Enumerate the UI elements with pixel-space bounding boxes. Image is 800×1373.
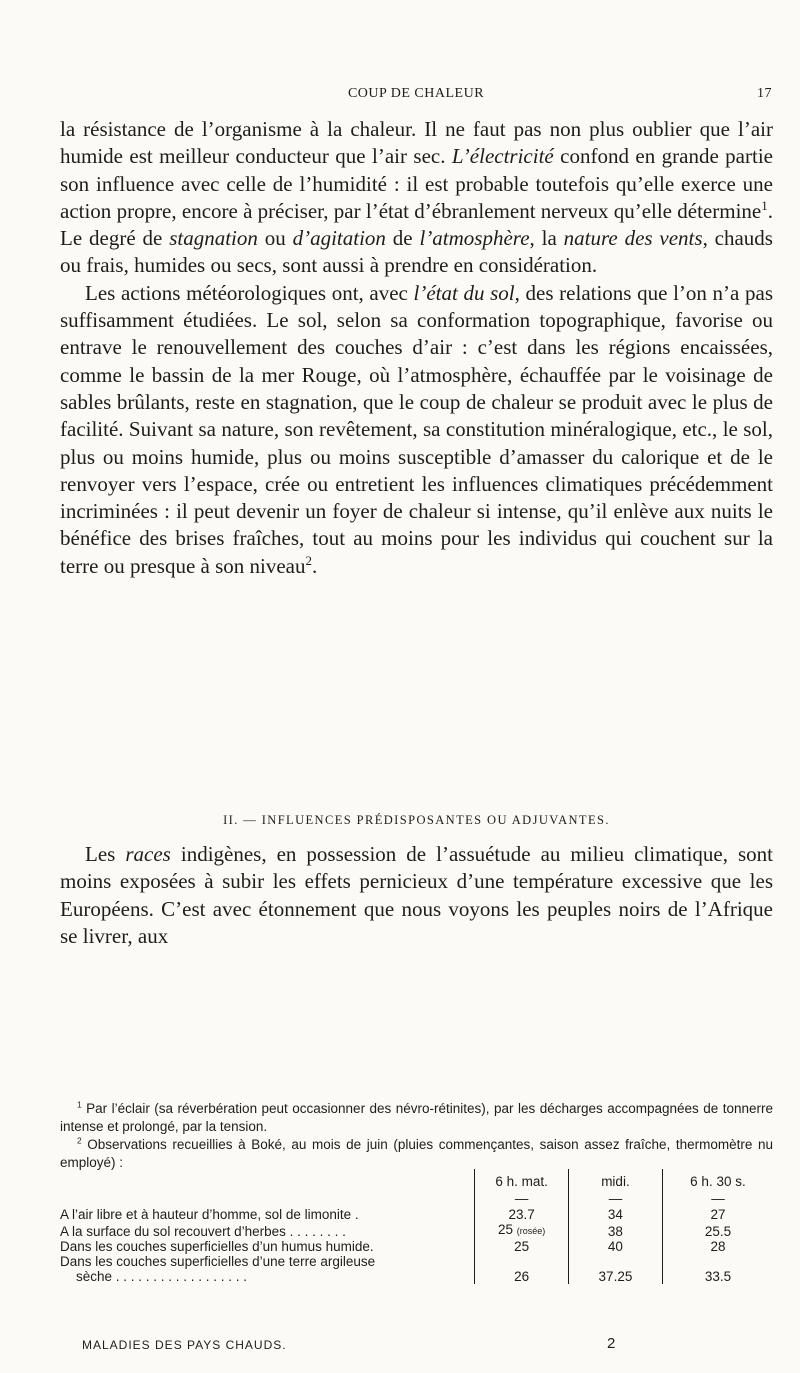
footnote-ref-2: 2 bbox=[305, 552, 313, 568]
emphasis-electricite: L’électricité bbox=[451, 144, 554, 169]
table-header-row bbox=[60, 1169, 773, 1189]
page-footer bbox=[82, 1335, 772, 1352]
footnote-2: $^2$ Observations recueillies à Boké, au mois de juin (pluies commençantes, saison assez fraîche, thermomètre nu employé) : bbox=[60, 1135, 773, 1170]
body-text-top bbox=[60, 116, 773, 580]
table-header-cell: 6 h. 30 s. bbox=[662, 1169, 773, 1189]
emphasis-atmosphere: l’atmosphère bbox=[419, 226, 530, 251]
footnote-1: $^1$ Par l’éclair (sa réverbération peut occasionner des névro-rétinites), par les décharges accompagnées de tonnerre intense et prolongé, par la tension. bbox=[60, 1099, 773, 1134]
table-row: A la surface du sol recouvert d’herbes . . . . . . . . 25 (rosée) 38 25.5 bbox=[60, 1222, 773, 1239]
emphasis-agitation: d’agitation bbox=[292, 226, 386, 251]
paragraph-2: Les actions météorologiques ont, avec l’état du sol, des relations que l’on n’a pas suffisamment étudiées. Le sol, selon sa conformation topographique, favorise ou entrave le renouvellement des couches d’air : c’est dans les régions encaissées, comme le bassin de la mer Rouge, où l’atmosphère, échauffée par le voisinage de sables brûlants, reste en stagnation, que le coup de chaleur se produit avec le plus de facilité. Suivant sa nature, son revêtement, sa constitution minéralogique, etc., le sol, plus ou moins humide, plus ou moins susceptible d’amasser du calorique et de le renvoyer vers l’espace, crée ou entretient les influences climatiques précédemment incriminées : il peut devenir un foyer de chaleur si intense, qu’il enlève aux nuits le bénéfice des brises fraîches, tout au moins pour les individus qui couchent sur la terre ou presque à son niveau$^2$. bbox=[60, 280, 773, 578]
page-header bbox=[60, 86, 772, 110]
emphasis-races: races bbox=[125, 842, 171, 866]
section-heading: II. — INFLUENCES PRÉDISPOSANTES OU ADJUVANTES. bbox=[223, 813, 610, 827]
running-title: COUP DE CHALEUR bbox=[347, 86, 485, 101]
page-number: 17 bbox=[757, 86, 772, 101]
table-header-cell: midi. bbox=[568, 1169, 662, 1189]
footnote-ref-1: 1 bbox=[761, 197, 768, 213]
table-row: sèche . . . . . . . . . . . . . . . . . . 26 37.25 33.5 bbox=[60, 1269, 773, 1284]
paragraph-1: la résistance de l’organisme à la chaleur. Il ne faut pas non plus oublier que l’air humide est meilleur conducteur que l’air sec. L’électricité confond en grande partie son influence avec celle de l’humidité : il est probable toutefois qu’elle exerce une action propre, encore à préciser, par l’état d’ébranlement nerveux qu’elle détermine$^1$. Le degré de stagnation ou d’agitation de l’atmosphère, la nature des vents, chauds ou frais, humides ou secs, sont aussi à prendre en considération. bbox=[60, 117, 773, 278]
table-row: Dans les couches superficielles d’une terre argileuse bbox=[60, 1254, 773, 1269]
table-row: A l’air libre et à hauteur d’homme, sol de limonite . 23.7 34 27 bbox=[60, 1207, 773, 1222]
dew-note: (rosée) bbox=[516, 1226, 546, 1236]
body-text-bottom bbox=[60, 841, 773, 950]
table-row: Dans les couches superficielles d’un humus humide. 25 40 28 bbox=[60, 1239, 773, 1254]
emphasis-etat-sol: l’état du sol bbox=[413, 280, 515, 305]
table-header-cell: 6 h. mat. bbox=[475, 1169, 569, 1189]
footnotes bbox=[60, 1100, 773, 1172]
signature-mark: 2 bbox=[607, 1335, 617, 1352]
observations-table bbox=[60, 1169, 773, 1284]
table-dash-row: — — — bbox=[60, 1189, 773, 1207]
emphasis-stagnation: stagnation bbox=[169, 226, 258, 251]
paragraph-3: Les races indigènes, en possession de l’assuétude au milieu climatique, sont moins exposées à subir les effets pernicieux d’une température excessive que les Européens. C’est avec étonnement que nous voyons les peuples noirs de l’Afrique se livrer, aux bbox=[60, 842, 774, 948]
book-title: MALADIES DES PAYS CHAUDS. bbox=[82, 1338, 287, 1352]
emphasis-nature-vents: nature des vents bbox=[563, 226, 703, 251]
